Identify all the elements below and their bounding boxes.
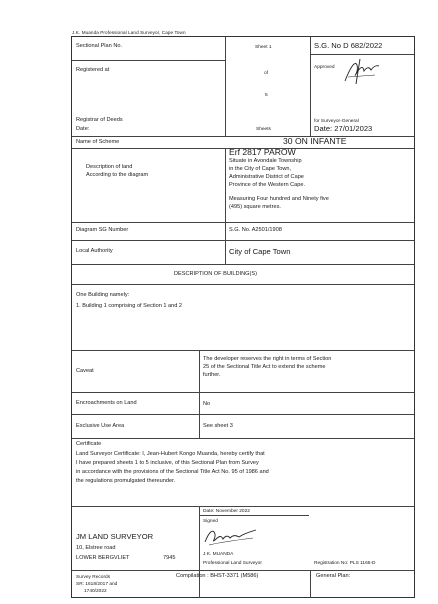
- sectional-plan-label: Sectional Plan No.: [76, 43, 123, 49]
- authority-value: City of Cape Town: [229, 247, 291, 256]
- land-line-5: Province of the Western Cape.: [229, 182, 306, 188]
- certificate-line2: I have prepared sheets 1 to 5 inclusive, of this Sectional Plan from Survey: [76, 460, 259, 466]
- certificate-line1: Land Surveyor Certificate: I, Jean-Hubert Kongo Muanda, hereby certify that: [76, 451, 265, 457]
- caveat-line3: further.: [203, 372, 221, 378]
- rule-buildings-heading: [72, 284, 414, 285]
- survey-records-line3: 1740/2022: [84, 589, 107, 594]
- signing-date: Date: November 2022: [203, 509, 250, 514]
- surveyor-general-label: for Surveyor-General: [314, 119, 359, 124]
- surveyor-title: Professional Land Surveyor: [203, 561, 262, 566]
- land-label-line1: Description of land: [86, 164, 133, 170]
- sheet-label: Sheet 1: [255, 45, 272, 50]
- surveyor-registration: Registration No: PLS 1165-D: [314, 561, 376, 566]
- authority-label: Local Authority: [76, 248, 113, 254]
- encroachments-value: No: [203, 401, 211, 407]
- rule-diagram-end: [72, 240, 414, 241]
- rule-top-right: [310, 54, 414, 55]
- sg-number: S.G. No D 682/2022: [314, 41, 383, 50]
- buildings-heading: DESCRIPTION OF BUILDING(S): [174, 271, 257, 277]
- land-label-line2: According to the diagram: [86, 172, 149, 178]
- approval-date: Date: 27/01/2023: [314, 124, 373, 133]
- registration-date-label: Date:: [76, 126, 90, 132]
- scheme-label: Name of Scheme: [76, 139, 120, 145]
- buildings-line2: 1. Building 1 comprising of Section 1 and 2: [76, 303, 183, 309]
- compilation-ref: Compilation : BHST-3371 (M586): [176, 573, 259, 579]
- surveyor-firm: JM LAND SURVEYOR: [76, 532, 154, 541]
- col-caveat: [199, 350, 200, 438]
- surveyor-name: J.K. MUANDA: [203, 552, 234, 557]
- rule-encroach-end: [72, 414, 414, 415]
- land-line-6: Measuring Four hundred and Ninety five: [229, 196, 329, 202]
- col-top-right: [310, 37, 311, 136]
- registrar-label: Registrar of Deeds: [76, 117, 123, 123]
- rule-top-mid: [72, 60, 225, 61]
- land-line-2: Situate in Avondale Township: [229, 158, 302, 164]
- col-signature: [199, 506, 200, 598]
- col-top-left: [225, 37, 226, 136]
- survey-records-line1: Survey Records: [76, 575, 111, 580]
- surveyor-address2: LOWER BERGVLIET: [76, 555, 130, 561]
- rule-exclusive-end: [72, 438, 414, 439]
- company-header: J.K. Muanda Professional Land Surveyor, Cape Town: [72, 30, 186, 35]
- land-erf: Erf 2817 PAROW: [229, 147, 296, 157]
- scheme-name: 30 ON INFANTE: [283, 136, 347, 146]
- col-land: [225, 148, 226, 264]
- encroachments-label: Encroachments on Land: [76, 400, 137, 406]
- certificate-line3: in accordance with the provisions of the Sectional Title Act No. 95 of 1986 and: [76, 469, 269, 475]
- caveat-line2: 25 of the Sectional Title Act to extend the scheme: [203, 364, 326, 370]
- rule-top-end: [72, 136, 414, 137]
- signed-label: Signed: [203, 519, 218, 524]
- rule-authority-end: [72, 264, 414, 265]
- rule-buildings-end: [72, 350, 414, 351]
- of-label: of: [264, 71, 269, 76]
- buildings-line1: One Building namely:: [76, 292, 130, 298]
- land-line-7: (495) square metres.: [229, 204, 281, 210]
- rule-land-end: [72, 222, 414, 223]
- survey-records-line2: SR: 1618/2017 and: [76, 582, 118, 587]
- rule-signature-end: [72, 570, 414, 571]
- col-footer-right: [310, 570, 311, 598]
- sheets-label: Sheets: [256, 127, 271, 132]
- diagram-label: Diagram SG Number: [76, 227, 129, 233]
- rule-caveat-end: [72, 392, 414, 393]
- exclusive-use-label: Exclusive Use Area: [76, 423, 125, 429]
- sheet-count: 5: [265, 93, 268, 98]
- surveyor-address1: 10, Elstree road: [76, 545, 116, 551]
- land-line-4: Administrative District of Cape: [229, 174, 304, 180]
- caveat-label: Caveat: [76, 368, 94, 374]
- surveyor-postcode: 7945: [163, 555, 176, 561]
- diagram-value: S.G. No. A2501/1908: [229, 227, 282, 233]
- approved-label: Approved: [314, 65, 335, 70]
- rule-cert-end: [72, 506, 414, 507]
- approval-signature: [342, 56, 382, 86]
- certificate-line4: the regulations promulgated thereunder.: [76, 478, 176, 484]
- surveyor-signature: [203, 526, 259, 548]
- land-line-3: in the City of Cape Town,: [229, 166, 292, 172]
- caveat-line1: The developer reserves the right in terms of Section: [203, 356, 332, 362]
- certificate-heading: Certificate: [76, 441, 102, 447]
- general-plan-label: General Plan:: [316, 573, 351, 579]
- registered-at-label: Registered at: [76, 67, 110, 73]
- exclusive-use-value: See sheet 3: [203, 423, 233, 429]
